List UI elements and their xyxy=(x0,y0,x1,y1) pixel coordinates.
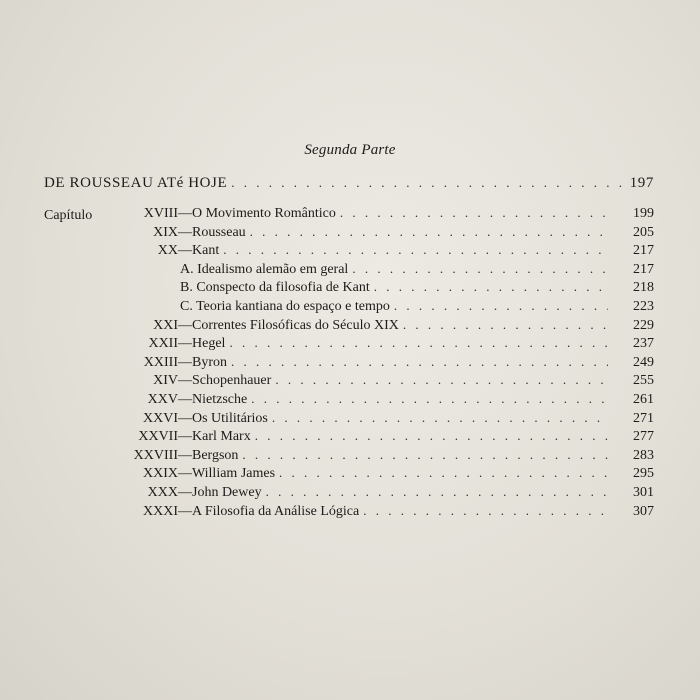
chapter-page: 223 xyxy=(633,299,654,314)
chapter-title: William James xyxy=(192,466,276,482)
chapter-title: O Movimento Romântico xyxy=(192,206,336,221)
dot-leader xyxy=(250,224,608,240)
chapter-page: 237 xyxy=(633,336,654,352)
chapter-title: A. Idealismo alemão em geral xyxy=(180,261,349,277)
dot-leader xyxy=(275,372,608,388)
chapter-number: XXIX xyxy=(143,466,178,482)
chapter-number: XXVI xyxy=(143,410,178,426)
dot-leader xyxy=(394,298,608,314)
chapter-title: Kant xyxy=(192,243,220,259)
toc-chapter-row xyxy=(100,503,654,521)
chapter-number: XXIII xyxy=(143,354,178,370)
toc-chapter-row xyxy=(100,410,654,428)
toc-chapter-row xyxy=(100,428,654,446)
chapter-dash: — xyxy=(178,466,192,482)
dot-leader xyxy=(255,428,608,444)
chapter-number: XX xyxy=(157,243,178,259)
chapter-title: Hegel xyxy=(192,336,226,352)
section-heading xyxy=(44,175,654,192)
chapter-page: 205 xyxy=(633,224,654,240)
section-title: DE ROUSSEAU ATé HOJE xyxy=(44,175,228,191)
chapter-dash: — xyxy=(178,392,192,407)
chapter-page: 301 xyxy=(633,485,654,500)
chapter-title: Rousseau xyxy=(192,224,246,240)
chapter-number: XXII xyxy=(148,336,178,352)
toc-chapter-row xyxy=(100,205,654,223)
toc-chapter-row xyxy=(100,391,654,409)
chapter-dash: — xyxy=(178,336,192,352)
chapter-page: 307 xyxy=(633,503,654,519)
chapter-dash: — xyxy=(178,429,192,445)
chapter-page: 199 xyxy=(633,206,654,221)
toc-subsection-row xyxy=(180,261,654,279)
toc-chapter-row xyxy=(100,484,654,502)
toc-chapter-row xyxy=(100,372,654,390)
chapter-page: 218 xyxy=(633,280,654,296)
toc-chapter-row xyxy=(100,465,654,483)
dot-leader xyxy=(272,410,608,426)
chapter-number: XXVII xyxy=(138,429,178,445)
dot-leader xyxy=(403,317,608,333)
toc-chapter-row xyxy=(100,354,654,372)
chapter-title: John Dewey xyxy=(192,485,262,500)
chapter-dash: — xyxy=(178,206,192,221)
dot-leader xyxy=(279,465,608,481)
chapter-title: A Filosofia da Análise Lógica xyxy=(192,503,360,519)
dot-leader xyxy=(352,261,608,277)
chapter-title: Schopenhauer xyxy=(192,373,272,389)
chapter-page: 255 xyxy=(633,373,654,389)
chapter-number: XXXI xyxy=(143,503,178,519)
chapter-number: XIX xyxy=(153,224,178,240)
toc-subsection-row xyxy=(180,279,654,297)
chapter-title: Nietzsche xyxy=(192,392,248,407)
chapter-dash: — xyxy=(178,503,192,519)
dot-leader xyxy=(242,447,608,463)
dot-leader xyxy=(340,205,608,221)
dot-leader xyxy=(374,279,608,295)
chapter-page: 277 xyxy=(633,429,654,445)
chapter-title: Correntes Filosóficas do Século XIX xyxy=(192,317,399,333)
dot-leader xyxy=(223,242,608,258)
chapter-page: 261 xyxy=(633,392,654,407)
chapter-label: Capítulo xyxy=(44,208,93,223)
chapter-title: Karl Marx xyxy=(192,429,251,445)
toc-chapter-row xyxy=(100,224,654,242)
chapter-number: XXV xyxy=(147,392,178,407)
chapter-number: XXI xyxy=(153,317,178,333)
chapter-dash: — xyxy=(178,354,192,370)
chapter-title: Bergson xyxy=(192,447,239,463)
toc-subsection-row xyxy=(180,298,654,316)
chapter-number: XIV xyxy=(153,373,178,389)
chapter-title: Os Utilitários xyxy=(192,410,268,426)
dot-leader xyxy=(266,484,608,500)
chapter-title: B. Conspecto da filosofia de Kant xyxy=(180,280,370,296)
chapter-number: XVIII xyxy=(143,206,178,221)
toc-chapter-row xyxy=(100,447,654,465)
chapter-number: XXX xyxy=(147,485,178,500)
chapter-dash: — xyxy=(178,224,192,240)
dot-leader xyxy=(231,175,625,191)
chapter-page: 271 xyxy=(633,410,654,426)
chapter-page: 229 xyxy=(633,317,654,333)
chapter-title: Byron xyxy=(192,354,227,370)
chapter-dash: — xyxy=(178,410,192,426)
toc-chapter-row xyxy=(100,317,654,335)
chapter-dash: — xyxy=(178,485,192,500)
dot-leader xyxy=(363,503,608,519)
chapter-page: 217 xyxy=(633,261,654,277)
chapter-page: 249 xyxy=(633,354,654,370)
toc-chapter-row xyxy=(100,335,654,353)
chapter-page: 217 xyxy=(633,243,654,259)
dot-leader xyxy=(229,335,608,351)
chapter-dash: — xyxy=(178,317,192,333)
part-title: Segunda Parte xyxy=(304,142,396,158)
section-page: 197 xyxy=(629,175,654,191)
chapter-number: XXVIII xyxy=(133,447,178,463)
toc-chapter-row xyxy=(100,242,654,260)
dot-leader xyxy=(251,391,608,407)
chapter-page: 283 xyxy=(633,447,654,463)
dot-leader xyxy=(231,354,608,370)
chapter-page: 295 xyxy=(633,466,654,482)
chapter-title: C. Teoria kantiana do espaço e tempo xyxy=(180,299,390,314)
chapter-dash: — xyxy=(178,373,192,389)
chapter-dash: — xyxy=(178,447,192,463)
chapter-dash: — xyxy=(178,243,192,259)
